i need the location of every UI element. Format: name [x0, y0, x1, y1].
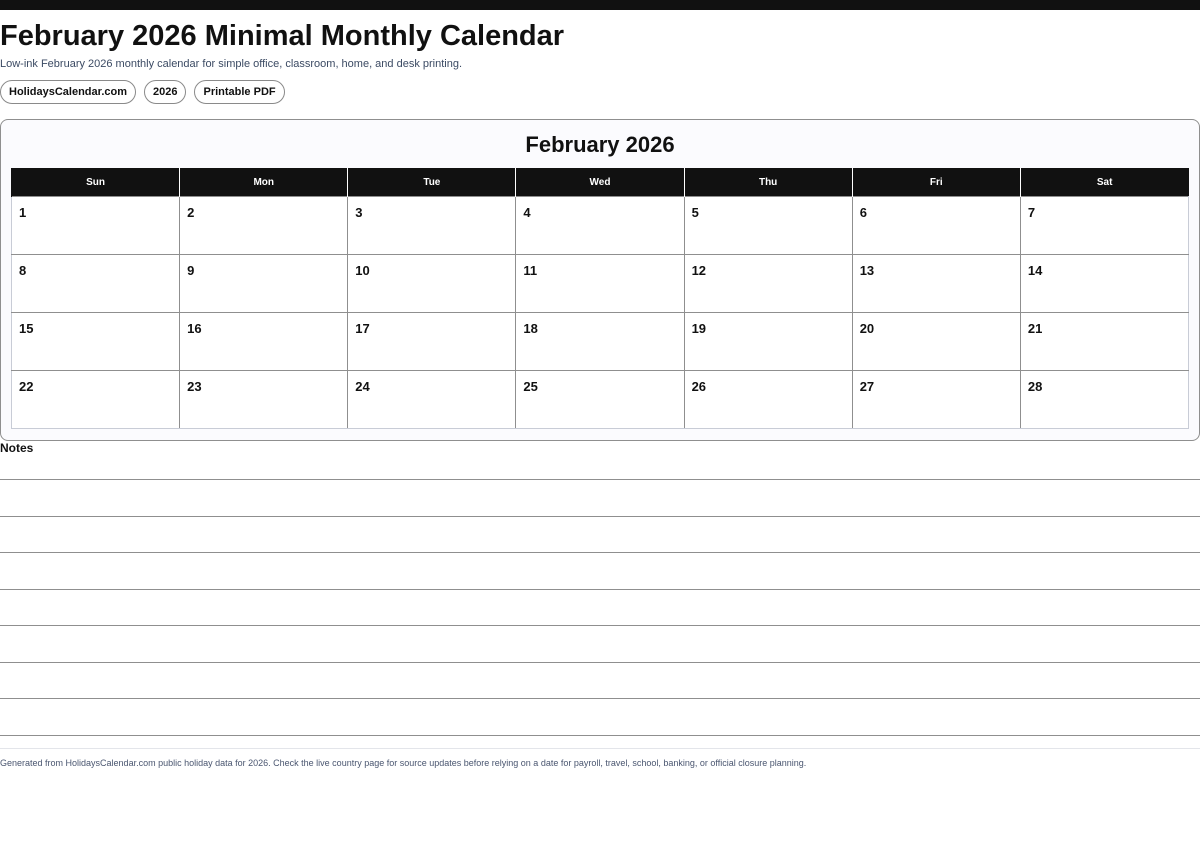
day-number: 28 [1027, 379, 1043, 394]
note-line [0, 662, 1200, 663]
day-cell [684, 371, 852, 429]
day-number: 26 [691, 379, 707, 394]
printable-pdf-link[interactable]: Printable PDF [194, 80, 284, 104]
day-cell [516, 313, 684, 371]
footer-note: Generated from HolidaysCalendar.com public holiday data for 2026. Check the live country page for source updates before relying on a date for payroll, travel, school, banking, or official closure planning. [0, 758, 807, 768]
weekday-header-tue: Tue [348, 168, 516, 197]
day-number: 10 [355, 263, 370, 278]
day-number: 4 [523, 205, 531, 220]
note-line [0, 625, 1200, 626]
day-number: 25 [523, 379, 538, 394]
weekday-header-wed: Wed [516, 168, 684, 197]
weekday-header-sat: Sat [1020, 168, 1188, 197]
day-number: 19 [691, 321, 707, 336]
week-row [12, 371, 1189, 429]
day-number: 9 [187, 263, 195, 278]
day-number: 1 [19, 205, 27, 220]
day-number: 3 [355, 205, 363, 220]
day-cell [12, 313, 180, 371]
day-number: 7 [1027, 205, 1036, 220]
calendar-grid [11, 168, 1189, 429]
page-title: February 2026 Minimal Monthly Calendar [0, 20, 565, 52]
weekday-header-mon: Mon [180, 168, 348, 197]
week-row [12, 197, 1189, 255]
link-pills [0, 80, 285, 104]
day-cell [12, 255, 180, 313]
day-number: 13 [859, 263, 875, 278]
week-row [12, 255, 1189, 313]
day-number: 12 [691, 263, 707, 278]
day-number: 6 [859, 205, 867, 220]
note-line [0, 589, 1200, 590]
day-cell [12, 197, 180, 255]
day-number: 2 [187, 205, 195, 220]
day-cell [684, 255, 852, 313]
day-number: 27 [859, 379, 875, 394]
year-2026-link[interactable]: 2026 [144, 80, 186, 104]
note-line [0, 516, 1200, 517]
day-number: 20 [859, 321, 875, 336]
day-cell [852, 197, 1020, 255]
day-cell [12, 371, 180, 429]
day-cell [852, 371, 1020, 429]
weekday-header-thu: Thu [684, 168, 852, 197]
day-number: 22 [19, 379, 34, 394]
day-number: 17 [355, 321, 370, 336]
day-cell [180, 255, 348, 313]
day-cell [1020, 255, 1188, 313]
day-cell [348, 313, 516, 371]
day-cell [348, 371, 516, 429]
calendar-card [0, 119, 1200, 441]
day-number: 11 [523, 263, 538, 278]
day-cell [684, 197, 852, 255]
day-cell [1020, 313, 1188, 371]
weekday-header-row [12, 168, 1189, 197]
day-cell [516, 371, 684, 429]
day-number: 8 [19, 263, 27, 278]
day-number: 21 [1027, 321, 1043, 336]
note-line [0, 698, 1200, 699]
week-row [12, 313, 1189, 371]
day-cell [516, 255, 684, 313]
day-cell [1020, 197, 1188, 255]
day-cell [180, 197, 348, 255]
day-number: 18 [523, 321, 538, 336]
day-number: 16 [187, 321, 202, 336]
day-cell [516, 197, 684, 255]
day-cell [180, 371, 348, 429]
day-cell [684, 313, 852, 371]
note-line [0, 552, 1200, 553]
footer-divider [0, 748, 1200, 749]
note-line [0, 735, 1200, 736]
day-cell [180, 313, 348, 371]
note-line [0, 479, 1200, 480]
day-cell [1020, 371, 1188, 429]
day-number: 23 [187, 379, 202, 394]
day-cell [852, 255, 1020, 313]
day-number: 24 [355, 379, 370, 394]
calendar-month-title: February 2026 [525, 132, 675, 157]
notes-heading: Notes [0, 441, 34, 455]
weekday-header-fri: Fri [852, 168, 1020, 197]
weekday-header-sun: Sun [12, 168, 180, 197]
holidayscalendar-link[interactable]: HolidaysCalendar.com [0, 80, 136, 104]
day-number: 15 [19, 321, 34, 336]
top-bar [0, 0, 1200, 10]
day-cell [348, 197, 516, 255]
page-subtitle: Low-ink February 2026 monthly calendar for simple office, classroom, home, and desk printing. [0, 58, 463, 70]
day-cell [852, 313, 1020, 371]
day-number: 5 [691, 205, 699, 220]
day-cell [348, 255, 516, 313]
day-number: 14 [1027, 263, 1043, 278]
